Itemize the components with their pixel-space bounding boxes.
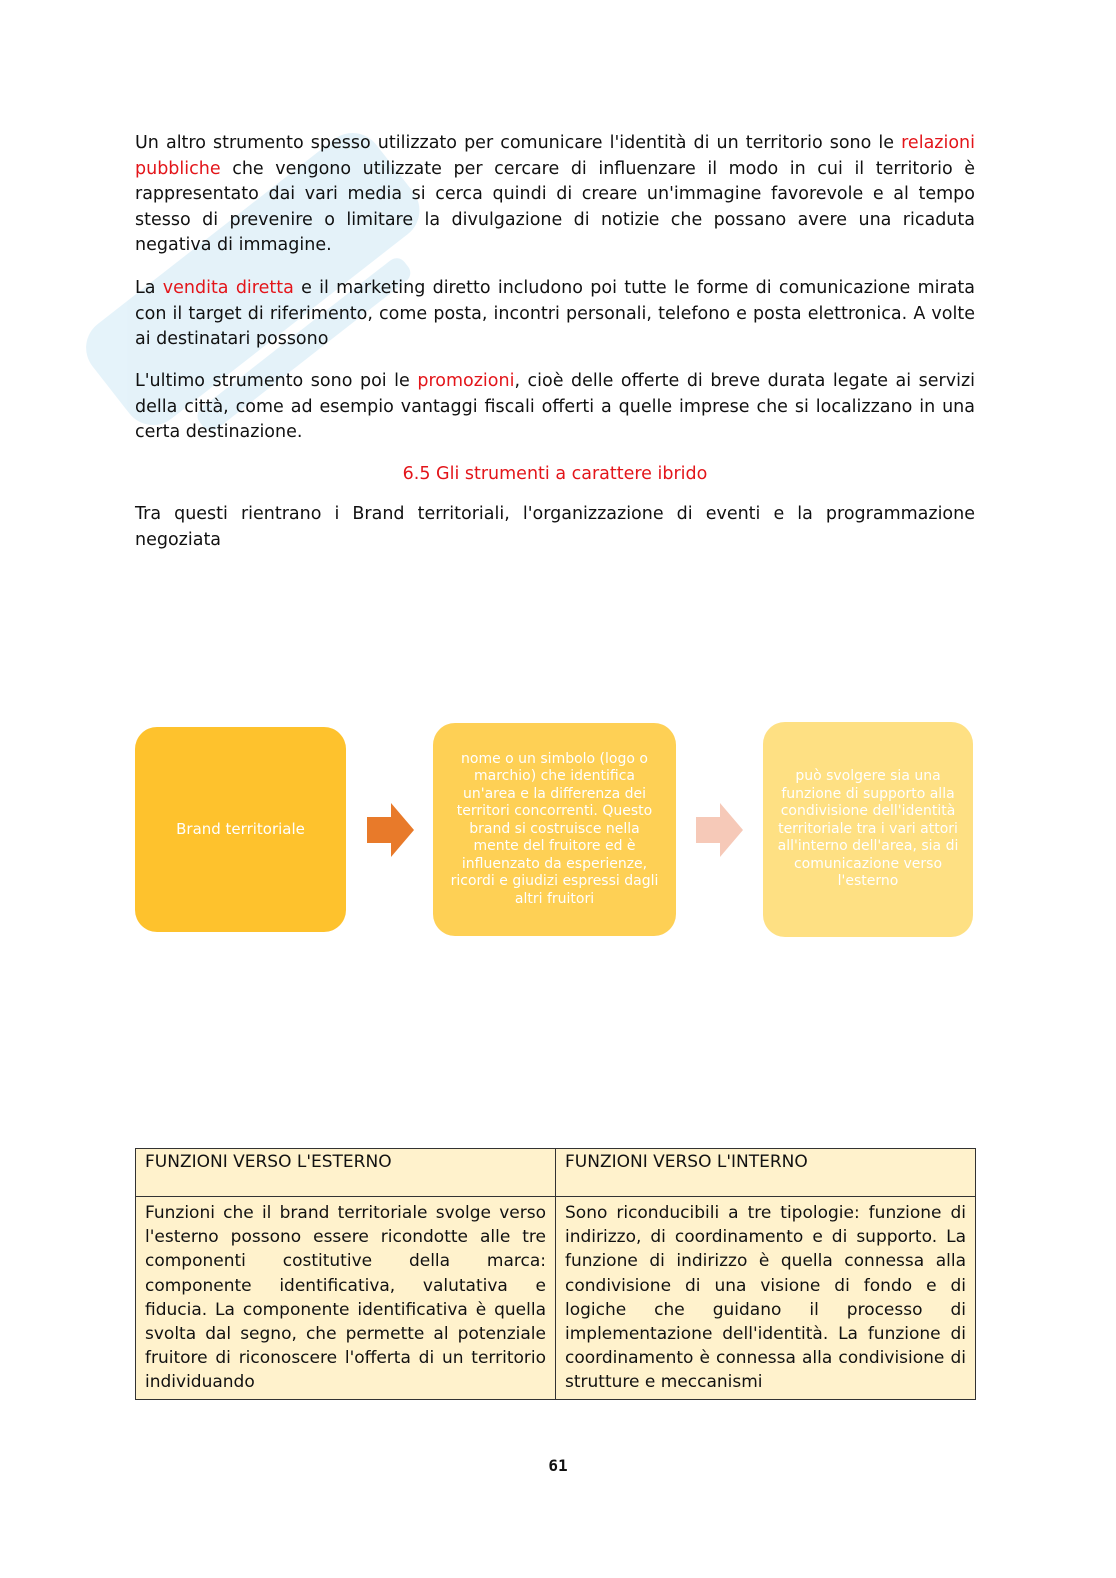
box1-text: Brand territoriale xyxy=(176,819,305,838)
p3-text-after: , cioè delle offerte di breve durata legate ai servizi della città, come ad esempio vantaggi fiscali offerti a quelle imprese che si localizzano in una certa destinazione. xyxy=(135,371,975,442)
p3-highlight: promozioni xyxy=(417,371,515,391)
p2-text-before: La xyxy=(135,278,163,298)
p1-text-before: Un altro strumento spesso utilizzato per comunicare l'identità di un territorio sono le xyxy=(135,133,902,153)
diagram-box-brand xyxy=(135,727,346,932)
arrow-right-icon xyxy=(367,803,415,857)
table-row xyxy=(136,1197,976,1400)
header-internal: FUNZIONI VERSO L'INTERNO xyxy=(556,1149,976,1197)
cell-external: Funzioni che il brand territoriale svolge verso l'esterno possono essere ricondotte alle tre componenti costitutive della marca: componente identificativa, valutativa e fiducia. La componente identificativa è quella svolta dal segno, che permette al potenziale fruitore di riconoscere l'offerta di un territorio individuando xyxy=(136,1197,556,1400)
functions-table xyxy=(135,1148,976,1400)
diagram-box-definition xyxy=(433,723,676,936)
p4-text: Tra questi rientrano i Brand territoriali, l'organizzazione di eventi e la programmazione negoziata xyxy=(135,504,975,550)
paragraph-promozioni xyxy=(135,369,975,446)
header-external: FUNZIONI VERSO L'ESTERNO xyxy=(136,1149,556,1197)
paragraph-strumenti-ibridi xyxy=(135,502,975,553)
page-number: 61 xyxy=(548,1456,568,1475)
arrow-right-faded-icon xyxy=(696,803,744,857)
cell-internal: Sono riconducibili a tre tipologie: funzione di indirizzo, di coordinamento e di supporto. La funzione di indirizzo è quella connessa alla condivisione di una visione di fondo e di logiche che guidano il processo di implementazione dell'identità. La funzione di coordinamento è connessa alla condivisione di strutture e meccanismi xyxy=(556,1197,976,1400)
p1-highlight: relazioni pubbliche xyxy=(135,133,975,179)
diagram-box-function xyxy=(763,722,973,937)
p1-text-after: che vengono utilizzate per cercare di influenzare il modo in cui il territorio è rappresentato dai vari media si cerca quindi di creare un'immagine favorevole e al tempo stesso di prevenire o limitare la divulgazione di notizie che possano avere una ricaduta negativa di immagine. xyxy=(135,158,975,255)
table-header-row xyxy=(136,1149,976,1197)
p2-highlight: vendita diretta xyxy=(162,278,294,298)
p3-text-before: L'ultimo strumento sono poi le xyxy=(135,371,418,391)
section-heading: 6.5 Gli strumenti a carattere ibrido xyxy=(402,464,708,484)
p2-text-after: e il marketing diretto includono poi tutte le forme di comunicazione mirata con il target di riferimento, come posta, incontri personali, telefono e posta elettronica. A volte ai destinatari possono xyxy=(135,278,976,349)
paragraph-relazioni-pubbliche xyxy=(135,131,975,259)
paragraph-vendita-diretta xyxy=(135,276,975,353)
box2-text: nome o un simbolo (logo o marchio) che identifica un'area e la differenza dei territori concorrenti. Questo brand si costruisce nella mente del fruitore ed è influenzato da esperienze, ricordi e giudizi espressi dagli altri fruitori xyxy=(450,750,659,907)
box3-text: può svolgere sia una funzione di supporto alla condivisione dell'identità territoriale tra i vari attori all'interno dell'area, sia di comunicazione verso l'esterno xyxy=(777,768,959,890)
